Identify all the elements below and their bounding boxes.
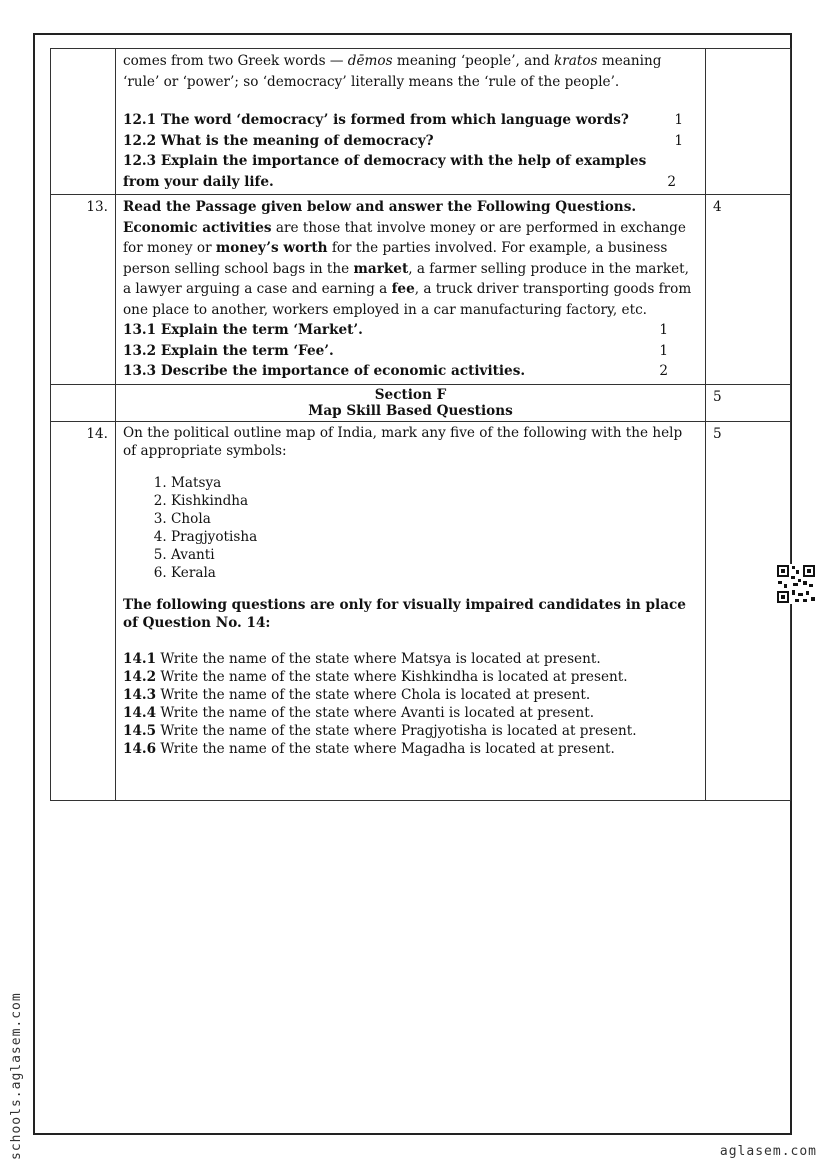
section-marks: 5	[706, 384, 791, 421]
q13-passage: Economic activities are those that involve money or are performed in exchange for money or money’s worth for the parties involved. For example, a business person selling school bags in the market, a farmer selling produce in the market, a lawyer arguing a case and earning a fee, a truck driver transporting goods from one place to another, workers employed in a car manufacturing factory, etc.	[123, 219, 692, 318]
list-item: 4. Pragjyotisha	[171, 528, 698, 546]
question-12-body	[116, 49, 706, 195]
q12-1: 12.1 The word ‘democracy’ is formed from which language words? 1	[123, 112, 683, 128]
list-item: 5. Avanti	[171, 546, 698, 564]
question-14-row	[51, 421, 791, 800]
section-subtitle: Map Skill Based Questions	[308, 402, 513, 419]
vi-note: The following questions are only for visually impaired candidates in place of Question No. 14:	[123, 596, 686, 631]
q12-passage: comes from two Greek words — dēmos meaning ‘people’, and kratos meaning ‘rule’ or ‘power’; so ‘democracy’ literally means the ‘rule of the people’.	[123, 53, 662, 90]
question-12-row	[51, 49, 791, 195]
question-table	[50, 48, 791, 801]
question-14-body	[116, 421, 706, 800]
question-number: 14.	[51, 421, 116, 800]
q12-3: 12.3 Explain the importance of democracy with the help of examples from your daily life. 2	[123, 153, 676, 190]
q14-6: 14.6 Write the name of the state where Magadha is located at present.	[123, 740, 615, 757]
side-watermark: schools.aglasem.com	[9, 992, 24, 1160]
question-marks: 5	[706, 421, 791, 800]
q14-1: 14.1 Write the name of the state where Matsya is located at present.	[123, 650, 601, 667]
list-item: 6. Kerala	[171, 564, 698, 582]
qr-code-icon	[776, 564, 816, 604]
footer-watermark: aglasem.com	[719, 1144, 817, 1159]
q13-heading: Read the Passage given below and answer the Following Questions.	[123, 199, 637, 215]
q13-3: 13.3 Describe the importance of economic activities. 2	[123, 363, 668, 379]
q14-instruction: On the political outline map of India, mark any five of the following with the help of appropriate symbols:	[123, 424, 683, 459]
question-marks: 4	[706, 195, 791, 385]
q13-1: 13.1 Explain the term ‘Market’. 1	[123, 322, 668, 338]
q14-5: 14.5 Write the name of the state where Pragjyotisha is located at present.	[123, 722, 637, 739]
q14-3: 14.3 Write the name of the state where Chola is located at present.	[123, 686, 591, 703]
q12-2: 12.2 What is the meaning of democracy? 1	[123, 132, 683, 149]
q13-2: 13.2 Explain the term ‘Fee’. 1	[123, 342, 668, 359]
section-f-row	[51, 384, 791, 421]
question-13-body	[116, 195, 706, 385]
list-item: 1. Matsya	[171, 474, 698, 492]
q14-2: 14.2 Write the name of the state where Kishkindha is located at present.	[123, 668, 628, 685]
question-number: 13.	[51, 195, 116, 385]
section-title: Section F	[374, 386, 447, 403]
q14-list	[123, 474, 698, 582]
list-item: 3. Chola	[171, 510, 698, 528]
question-13-row	[51, 195, 791, 385]
q14-4: 14.4 Write the name of the state where Avanti is located at present.	[123, 704, 595, 721]
list-item: 2. Kishkindha	[171, 492, 698, 510]
